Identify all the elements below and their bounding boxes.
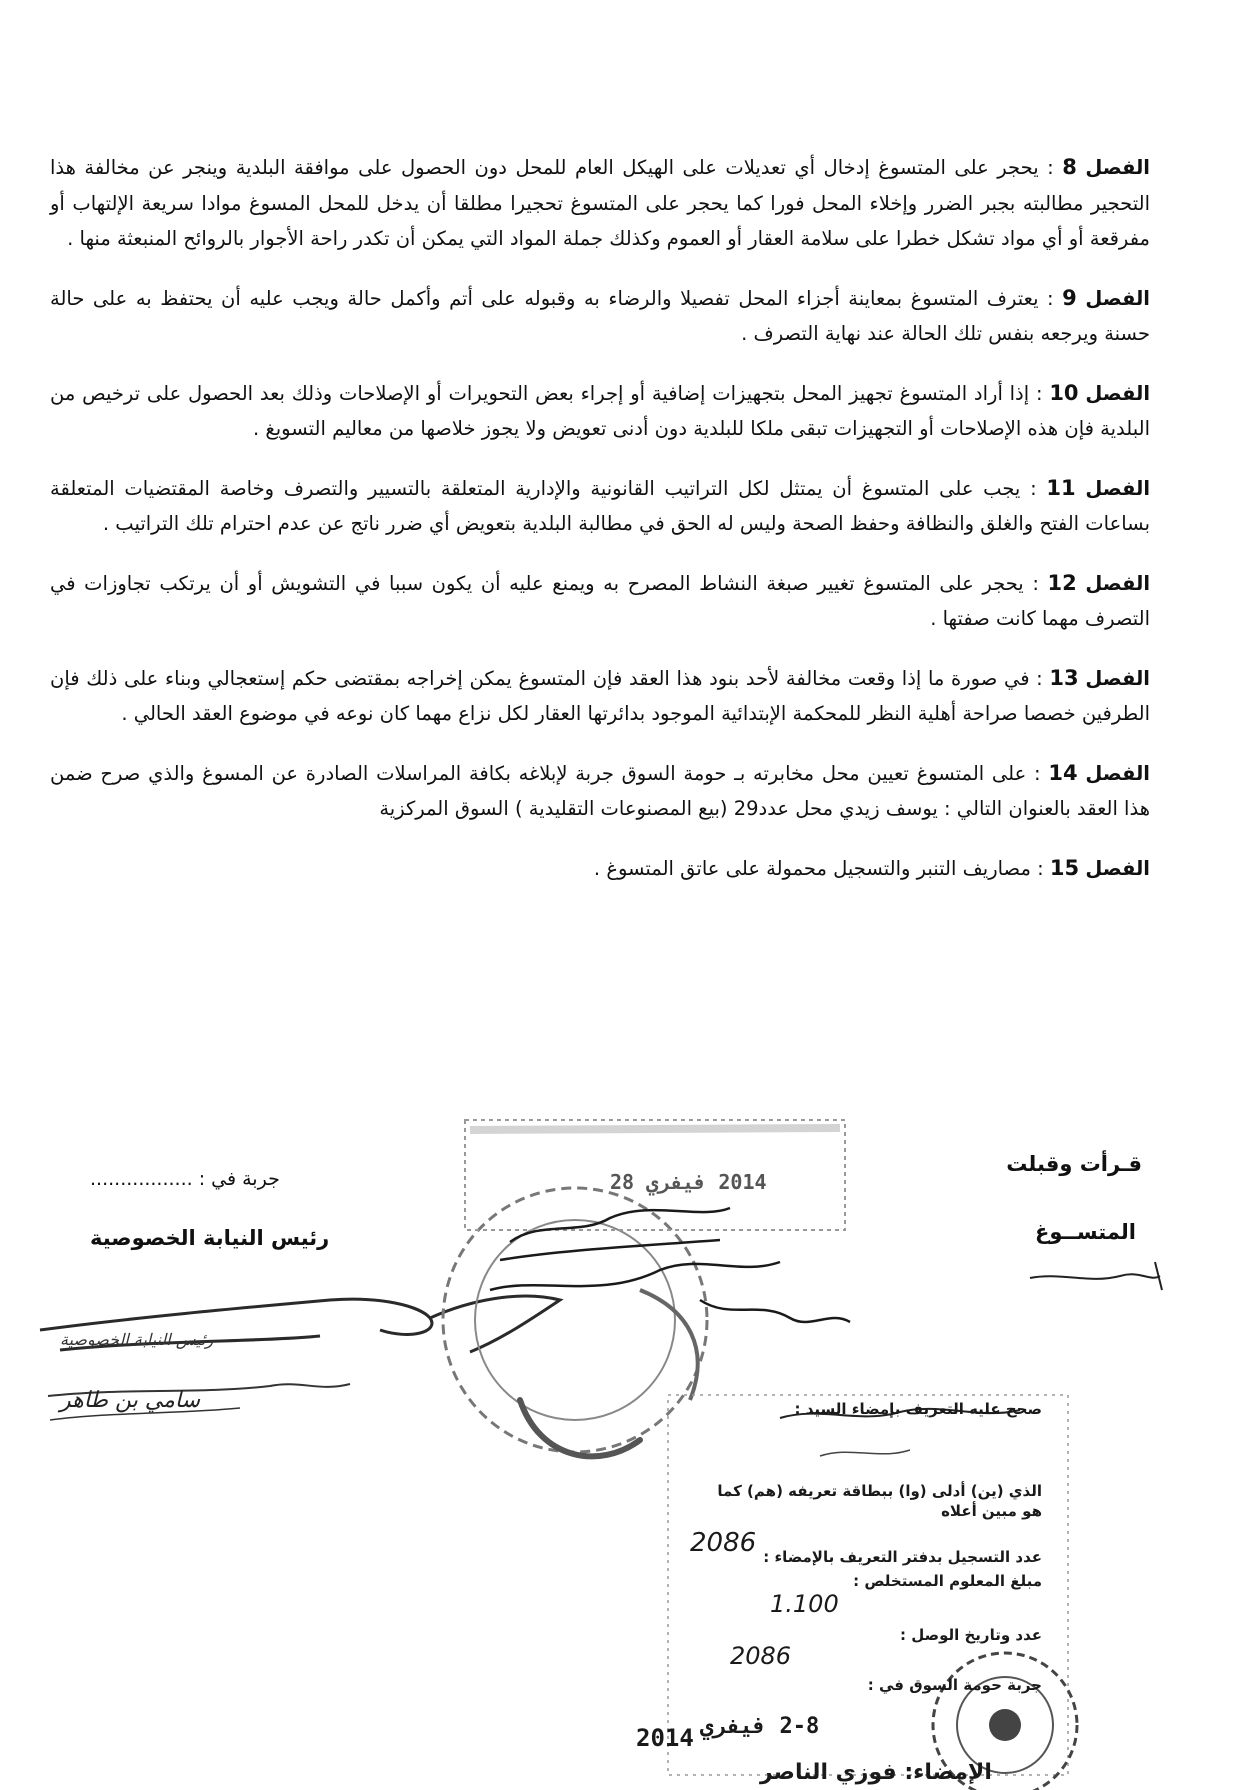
article-number: 14 xyxy=(1048,760,1078,785)
legalization-line-1: صحح عليه التعريف بإمضاء السيد : xyxy=(794,1400,1042,1418)
article-text: : يعترف المتسوغ بمعاينة أجزاء المحل تفصيلا والرضاء به وقبوله على أتم وأكمل حالة ويجب عليه أن يحتفظ به على حالة حسنة ويرجعه بنفس تلك الحالة عند نهاية التصرف . xyxy=(50,286,1150,345)
legalization-signer: الإمضاء: فوزي الناصر xyxy=(760,1760,992,1785)
place-date-line: جربة في : ................. xyxy=(90,1168,280,1190)
article-number: 9 xyxy=(1062,285,1077,310)
article-heading: الفصل xyxy=(1085,286,1150,310)
article-text: : في صورة ما إذا وقعت مخالفة لأحد بنود هذا العقد فإن المتسوغ يمكن إخراجه بمقتضى حكم إستعجالي وبناء على ذلك فإن الطرفين خصصا صراحة أهلية النظر للمحكمة الإبتدائية الموجود بدائرتها العقار لكل نزاع مهما كان نوعه في موضوع العقد الحالي . xyxy=(50,666,1150,725)
article-number: 12 xyxy=(1047,570,1077,595)
legalization-line-6: عدد وتاريخ الوصل : xyxy=(899,1626,1042,1644)
article-text: : إذا أراد المتسوغ تجهيز المحل بتجهيزات إضافية أو إجراء بعض التحويرات أو الإصلاحات وذلك بعد الحصول على ترخيص من البلدية فإن هذه الإصلاحات أو التجهيزات تبقى ملكا للبلدية دون أدنى تعويض ولا يجوز خلاصها من معاليم التسويغ . xyxy=(50,381,1150,440)
president-label: رئيس النيابة الخصوصية xyxy=(90,1226,330,1250)
article-heading: الفصل xyxy=(1085,856,1150,880)
tenant-signature xyxy=(1030,1262,1162,1290)
legalization-line-2: الذي (ين) أدلى (وا) ببطاقة تعريفه (هم) كما xyxy=(717,1482,1042,1500)
article-heading: الفصل xyxy=(1085,381,1151,405)
handwritten-receipt-number: 2086 xyxy=(730,1642,792,1670)
handwritten-president-title: رئيس النيابة الخصوصية xyxy=(60,1330,214,1349)
article-heading: الفصل xyxy=(1085,571,1151,595)
article-number: 13 xyxy=(1049,665,1079,690)
article-text: : على المتسوغ تعيين محل مخابرته بـ حومة السوق جربة لإبلاغه بكافة المراسلات الصادرة عن المسوغ والذي صرح ضمن هذا العقد بالعنوان التالي : يوسف زيدي محل عدد29 (بيع المصنوعات التقليدية ) السوق المركزية xyxy=(50,761,1150,820)
article-text: : يجب على المتسوغ أن يمتثل لكل التراتيب القانونية والإدارية المتعلقة بالتسيير والتصرف وخاصة المقتضيات المتعلقة بساعات الفتح والغلق والنظافة وحفظ الصحة وليس له الحق في مطالبة البلدية بتعويض أي ضرر ناتج عن عدم احترام تلك التراتيب . xyxy=(50,476,1150,535)
tenant-label: المتســوغ xyxy=(1035,1220,1136,1244)
article-number: 8 xyxy=(1062,155,1077,179)
legalization-line-3: هو مبين أعلاه xyxy=(941,1502,1042,1520)
article-text: : يحجر على المتسوغ تغيير صبغة النشاط المصرح به ويمنع عليه أن يكون سببا في التشويش أو أن يرتكب تجاوزات في التصرف مهما كانت صفتها . xyxy=(50,571,1150,630)
article-text: : مصاريف التنبر والتسجيل محمولة على عاتق المتسوغ . xyxy=(593,856,1050,880)
legalization-line-5: مبلغ المعلوم المستخلص : xyxy=(853,1572,1042,1590)
article-text: : يحجر على المتسوغ إدخال أي تعديلات على الهيكل العام للمحل دون الحصول على موافقة البلدية وينجر عن مخالفة هذا التحجير مطالبته بجبر الضرر وإخلاء المحل فورا كما يحجر على المتسوغ تحجيرا مطلقا أن يدخل للمحل المسوغ موادا سريعة الإلتهاب أو مفرقعة أو أي مواد تشكل خطرا على سلامة العقار أو العموم وكذلك جملة المواد التي يمكن أن تكدر راحة الأجوار بالروائح المنبعثة منها . xyxy=(50,156,1150,250)
article-number: 10 xyxy=(1049,380,1079,405)
article-heading: الفصل xyxy=(1085,476,1151,500)
handwritten-president-name: سامي بن طاهر xyxy=(60,1388,201,1413)
legalization-date: 2-8 فيفري xyxy=(700,1714,820,1739)
article-heading: الفصل xyxy=(1085,666,1150,690)
article-heading: الفصل xyxy=(1085,761,1150,785)
article-heading: الفصل xyxy=(1085,156,1150,179)
legalization-line-4: عدد التسجيل بدفتر التعريف بالإمضاء : xyxy=(763,1548,1042,1566)
read-accepted-label: قـرأت وقبلت xyxy=(1006,1152,1142,1176)
article-number: 11 xyxy=(1046,475,1076,500)
handwritten-amount: 1.100 xyxy=(770,1590,839,1618)
article-number: 15 xyxy=(1049,855,1080,880)
handwritten-registration-number: 2086 xyxy=(690,1528,757,1558)
legalization-line-7: جربة حومة السوق في : xyxy=(867,1676,1042,1694)
stamp-date-top: 2014 فيفري 28 xyxy=(610,1170,767,1194)
legalization-year: 2014 xyxy=(636,1724,694,1752)
